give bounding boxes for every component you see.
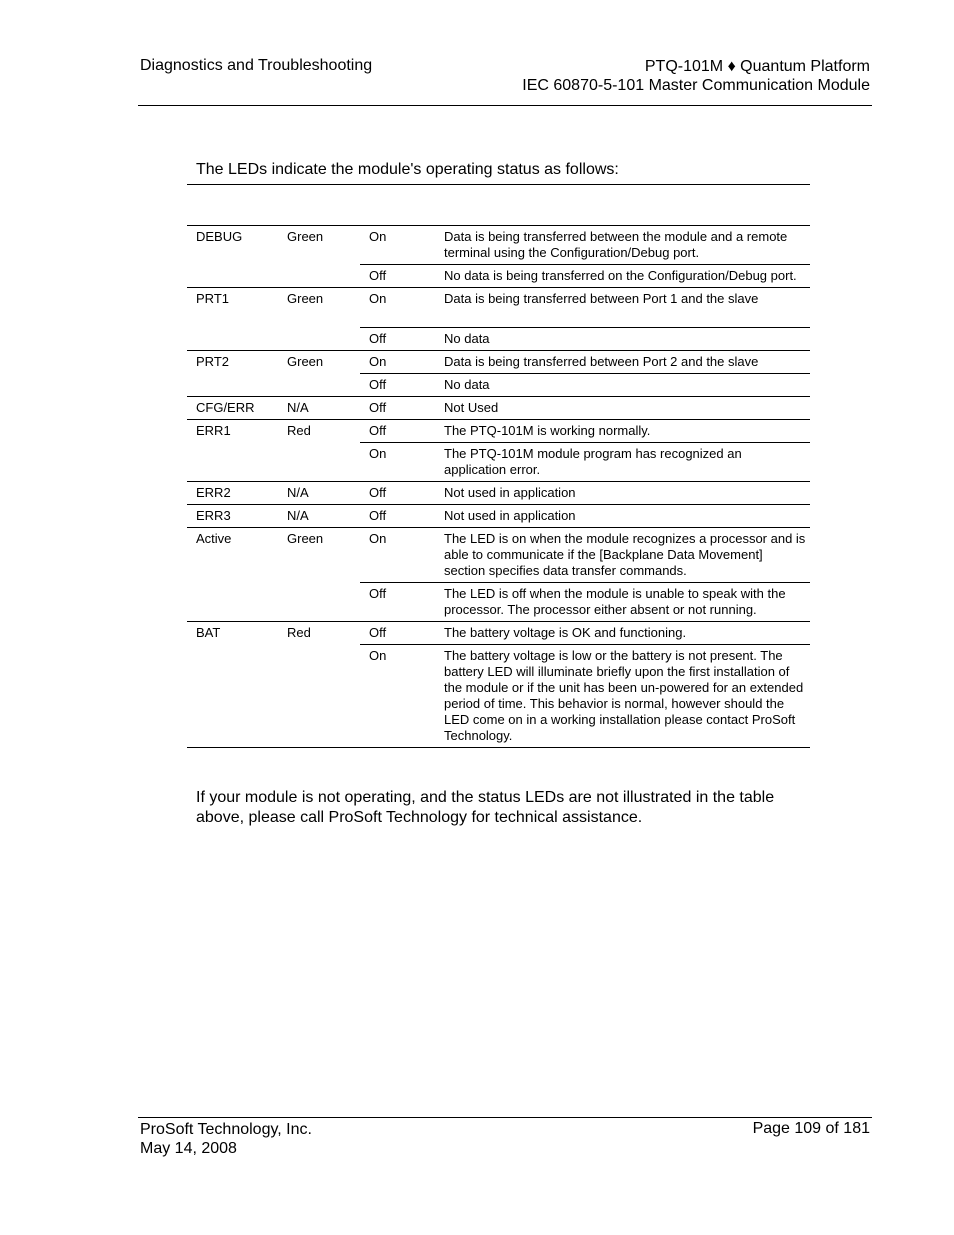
header-product-line1: PTQ-101M ♦ Quantum Platform [644,58,870,75]
table-row [187,351,810,374]
led-color: Green [278,528,360,622]
led-description: The LED is on when the module recognizes a processor and is able to communicate if the [Backplane Data Movement] section specifies data transfer commands. [435,528,810,583]
table-row [187,397,810,420]
closing-paragraph: If your module is not operating, and the status LEDs are not illustrated in the table above, please call ProSoft Technology for technical assistance. [196,789,775,826]
led-name: PRT1 [187,288,278,351]
led-state: Off [360,374,435,397]
led-color: Red [278,622,360,748]
footer-date: May 14, 2008 [140,1140,237,1157]
header-product-title [522,57,870,95]
footer-company: ProSoft Technology, Inc. [140,1121,312,1138]
led-name: ERR2 [187,482,278,505]
led-description: Data is being transferred between the module and a remote terminal using the Configuration/Debug port. [435,226,810,265]
footer-divider [138,1117,872,1118]
header-divider [138,105,872,106]
led-description: No data [435,374,810,397]
led-state: Off [360,622,435,645]
led-state: Off [360,420,435,443]
led-name: DEBUG [187,226,278,288]
table-row [187,226,810,265]
led-state: Off [360,265,435,288]
led-state: On [360,288,435,328]
table-row [187,482,810,505]
table-row [187,505,810,528]
led-color: Green [278,288,360,351]
led-state: On [360,226,435,265]
table-row [187,622,810,645]
led-color: Green [278,226,360,288]
led-state: Off [360,328,435,351]
led-color: Red [278,420,360,482]
led-color: N/A [278,482,360,505]
led-state: On [360,443,435,482]
led-state: Off [360,482,435,505]
led-description: The PTQ-101M module program has recognized an application error. [435,443,810,482]
led-color: Green [278,351,360,397]
led-state: On [360,351,435,374]
footer-left [140,1120,312,1158]
led-description: Data is being transferred between Port 2 and the slave [435,351,810,374]
table-row [187,528,810,583]
led-name: CFG/ERR [187,397,278,420]
led-name: PRT2 [187,351,278,397]
led-state: On [360,528,435,583]
led-name: Active [187,528,278,622]
led-color: N/A [278,397,360,420]
table-row [187,420,810,443]
led-name: ERR1 [187,420,278,482]
led-name: BAT [187,622,278,748]
led-state: On [360,645,435,748]
led-description: The LED is off when the module is unable to speak with the processor. The processor either absent or not running. [435,583,810,622]
led-name: ERR3 [187,505,278,528]
led-description: The battery voltage is low or the battery is not present. The battery LED will illuminate briefly upon the first installation of the module or if the unit has been un-powered for an extended period of time. This behavior is normal, however should the LED come on in a working installation please contact ProSoft Technology. [435,645,810,748]
header-product-line2: IEC 60870-5-101 Master Communication Module [522,77,870,94]
intro-text: The LEDs indicate the module's operating status as follows: [196,161,619,178]
led-color: N/A [278,505,360,528]
led-description: Not Used [435,397,810,420]
led-description: Not used in application [435,482,810,505]
led-state: Off [360,583,435,622]
led-state: Off [360,397,435,420]
led-description: No data is being transferred on the Configuration/Debug port. [435,265,810,288]
intro-divider [187,184,810,185]
led-state: Off [360,505,435,528]
led-description: No data [435,328,810,351]
led-description: The battery voltage is OK and functioning. [435,622,810,645]
led-description: The PTQ-101M is working normally. [435,420,810,443]
led-status-table [187,225,810,748]
led-description: Not used in application [435,505,810,528]
header-section-title: Diagnostics and Troubleshooting [140,57,373,74]
table-row [187,288,810,328]
led-description: Data is being transferred between Port 1 and the slave [435,288,810,328]
footer-page-number: Page 109 of 181 [752,1120,870,1137]
